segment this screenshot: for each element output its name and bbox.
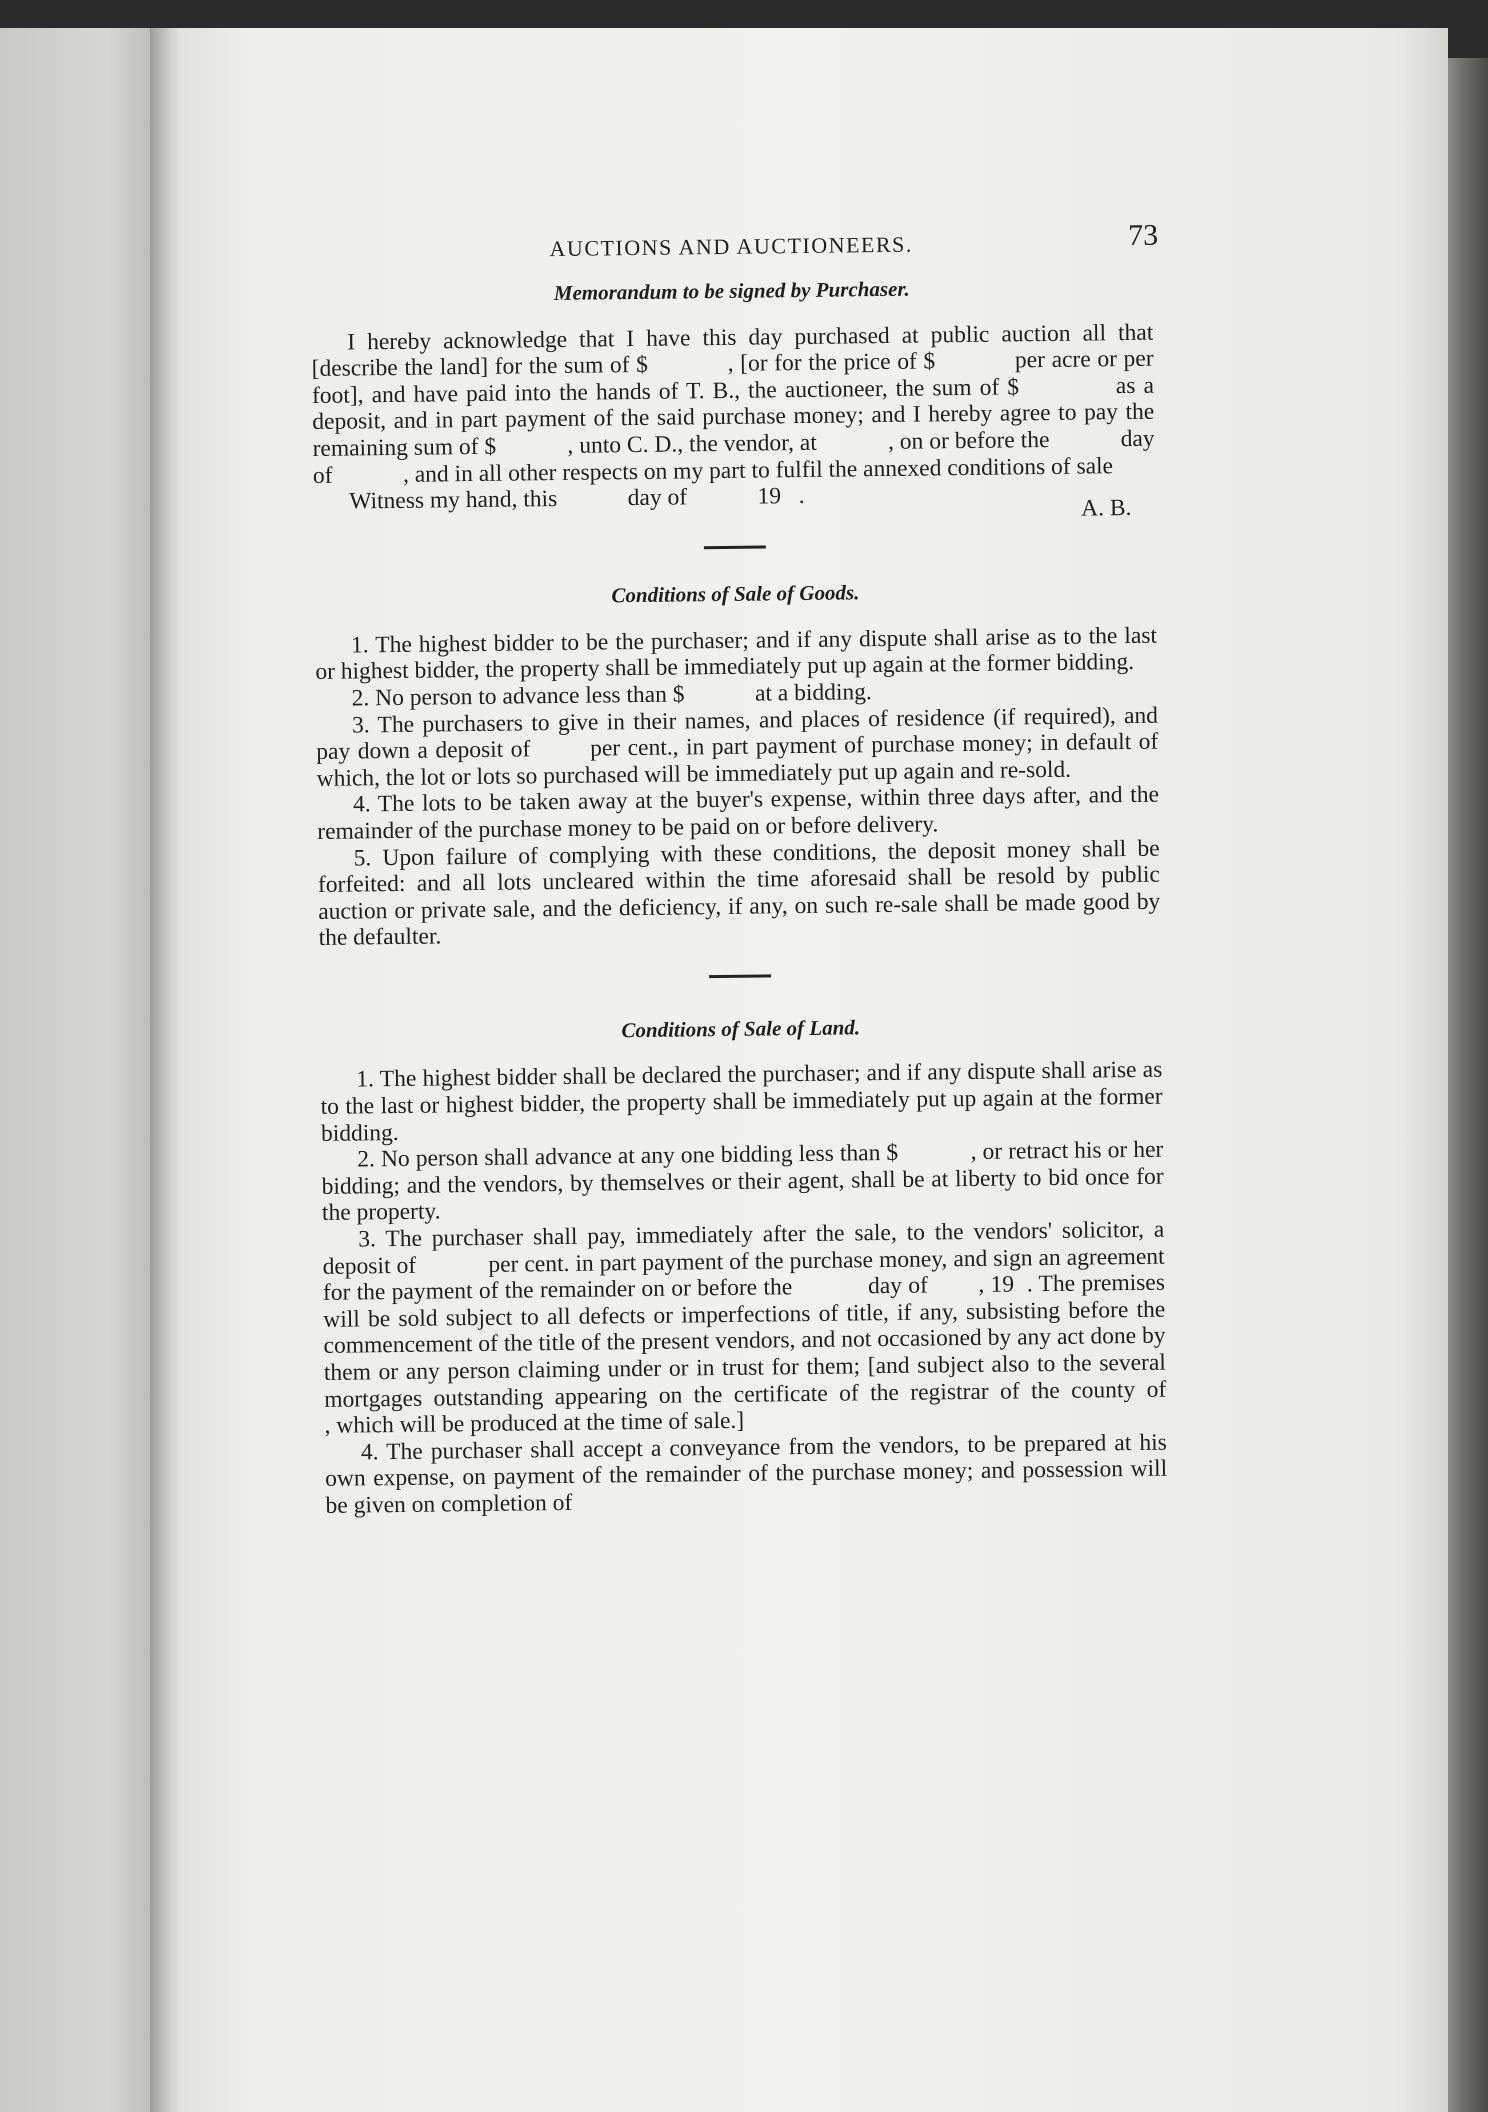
witness-text: Witness my hand, this day of 19 . [349, 483, 805, 515]
memorandum-body: I hereby acknowledge that I have this day purchased at public auction all that [describe the land] for the sum of $ , [or for the price of $ per acre or per foot], and have paid into the hands of T. B., the auctioneer, the sum of $ as a deposit, and in part payment of the said purchase money; and I hereby agree to pay the remaining sum of $ , unto C. D., the vendor, at , on or before the day of , and in all other respects on my part to fulfil the annexed conditions of sale [311, 319, 1161, 489]
signature-initials: A. B. [1080, 495, 1132, 522]
page-number: 73 [1127, 218, 1159, 253]
land-condition-3: 3. The purchaser shall pay, immediately after the sale, to the vendors' solicitor, a deposit of per cent. in part payment of the purchase money, and sign an agreement for the payment of the remainder on or before the day of , 19 . The premises will be sold subject to all defects or imperfections of title, if any, subsisting before the commencement of the title of the present vendors, and not occasioned by any act done by them or any person claiming under or in trust for them; [and subject also to the several mortgages outstanding appearing on the certificate of the registrar of the county of , which will be produced at the time of sale.] [322, 1216, 1237, 1440]
running-title: AUCTIONS AND AUCTIONEERS. [549, 231, 913, 262]
goods-condition-5: 5. Upon failure of complying with these conditions, the deposit money shall be forfeited: and all lots uncleared within the time aforesaid shall be resold by public auction or private sale, and the deficiency, if any, on such re-sale shall be made good by the defaulter. [317, 835, 1167, 952]
goods-heading: Conditions of Sale of Goods. [611, 580, 860, 608]
goods-condition-2: 2. No person to advance less than $ at a bidding. [351, 679, 872, 712]
land-condition-4: 4. The purchaser shall accept a conveyance from the vendors, to be prepared at his own expense, on payment of the remainder of the purchase money; and possession will be given on completion of [325, 1429, 1174, 1519]
book-page [178, 28, 1448, 2112]
page-text [310, 218, 1237, 1520]
land-condition-1: 1. The highest bidder shall be declared the purchaser; and if any dispute shall arise as to the last or highest bidder, the property shall be immediately put up again at the former bidding. [320, 1057, 1169, 1147]
goods-condition-4: 4. The lots to be taken away at the buyer's expense, within three days after, and the remainder of the purchase money to be paid on or before delivery. [317, 781, 1165, 845]
goods-condition-1: 1. The highest bidder to be the purchaser; and if any dispute shall arise as to the last or highest bidder, the property shall be immediately put up again at the former bidding. [315, 622, 1164, 686]
running-head [310, 218, 1159, 275]
land-condition-2: 2. No person shall advance at any one bidding less than $ , or retract his or her bidding; and the vendors, by themselves or their agent, shall be at liberty to bid once for the property. [321, 1136, 1170, 1227]
section-divider [709, 974, 771, 978]
goods-condition-3: 3. The purchasers to give in their names, and places of residence (if required), and pay down a deposit of per cent., in part payment of purchase money; in default of which, the lot or lots so purchased will be immediately put up again and re-sold. [316, 702, 1165, 792]
section-divider [704, 546, 766, 550]
memorandum-heading: Memorandum to be signed by Purchaser. [553, 276, 910, 306]
land-heading: Conditions of Sale of Land. [621, 1015, 861, 1043]
